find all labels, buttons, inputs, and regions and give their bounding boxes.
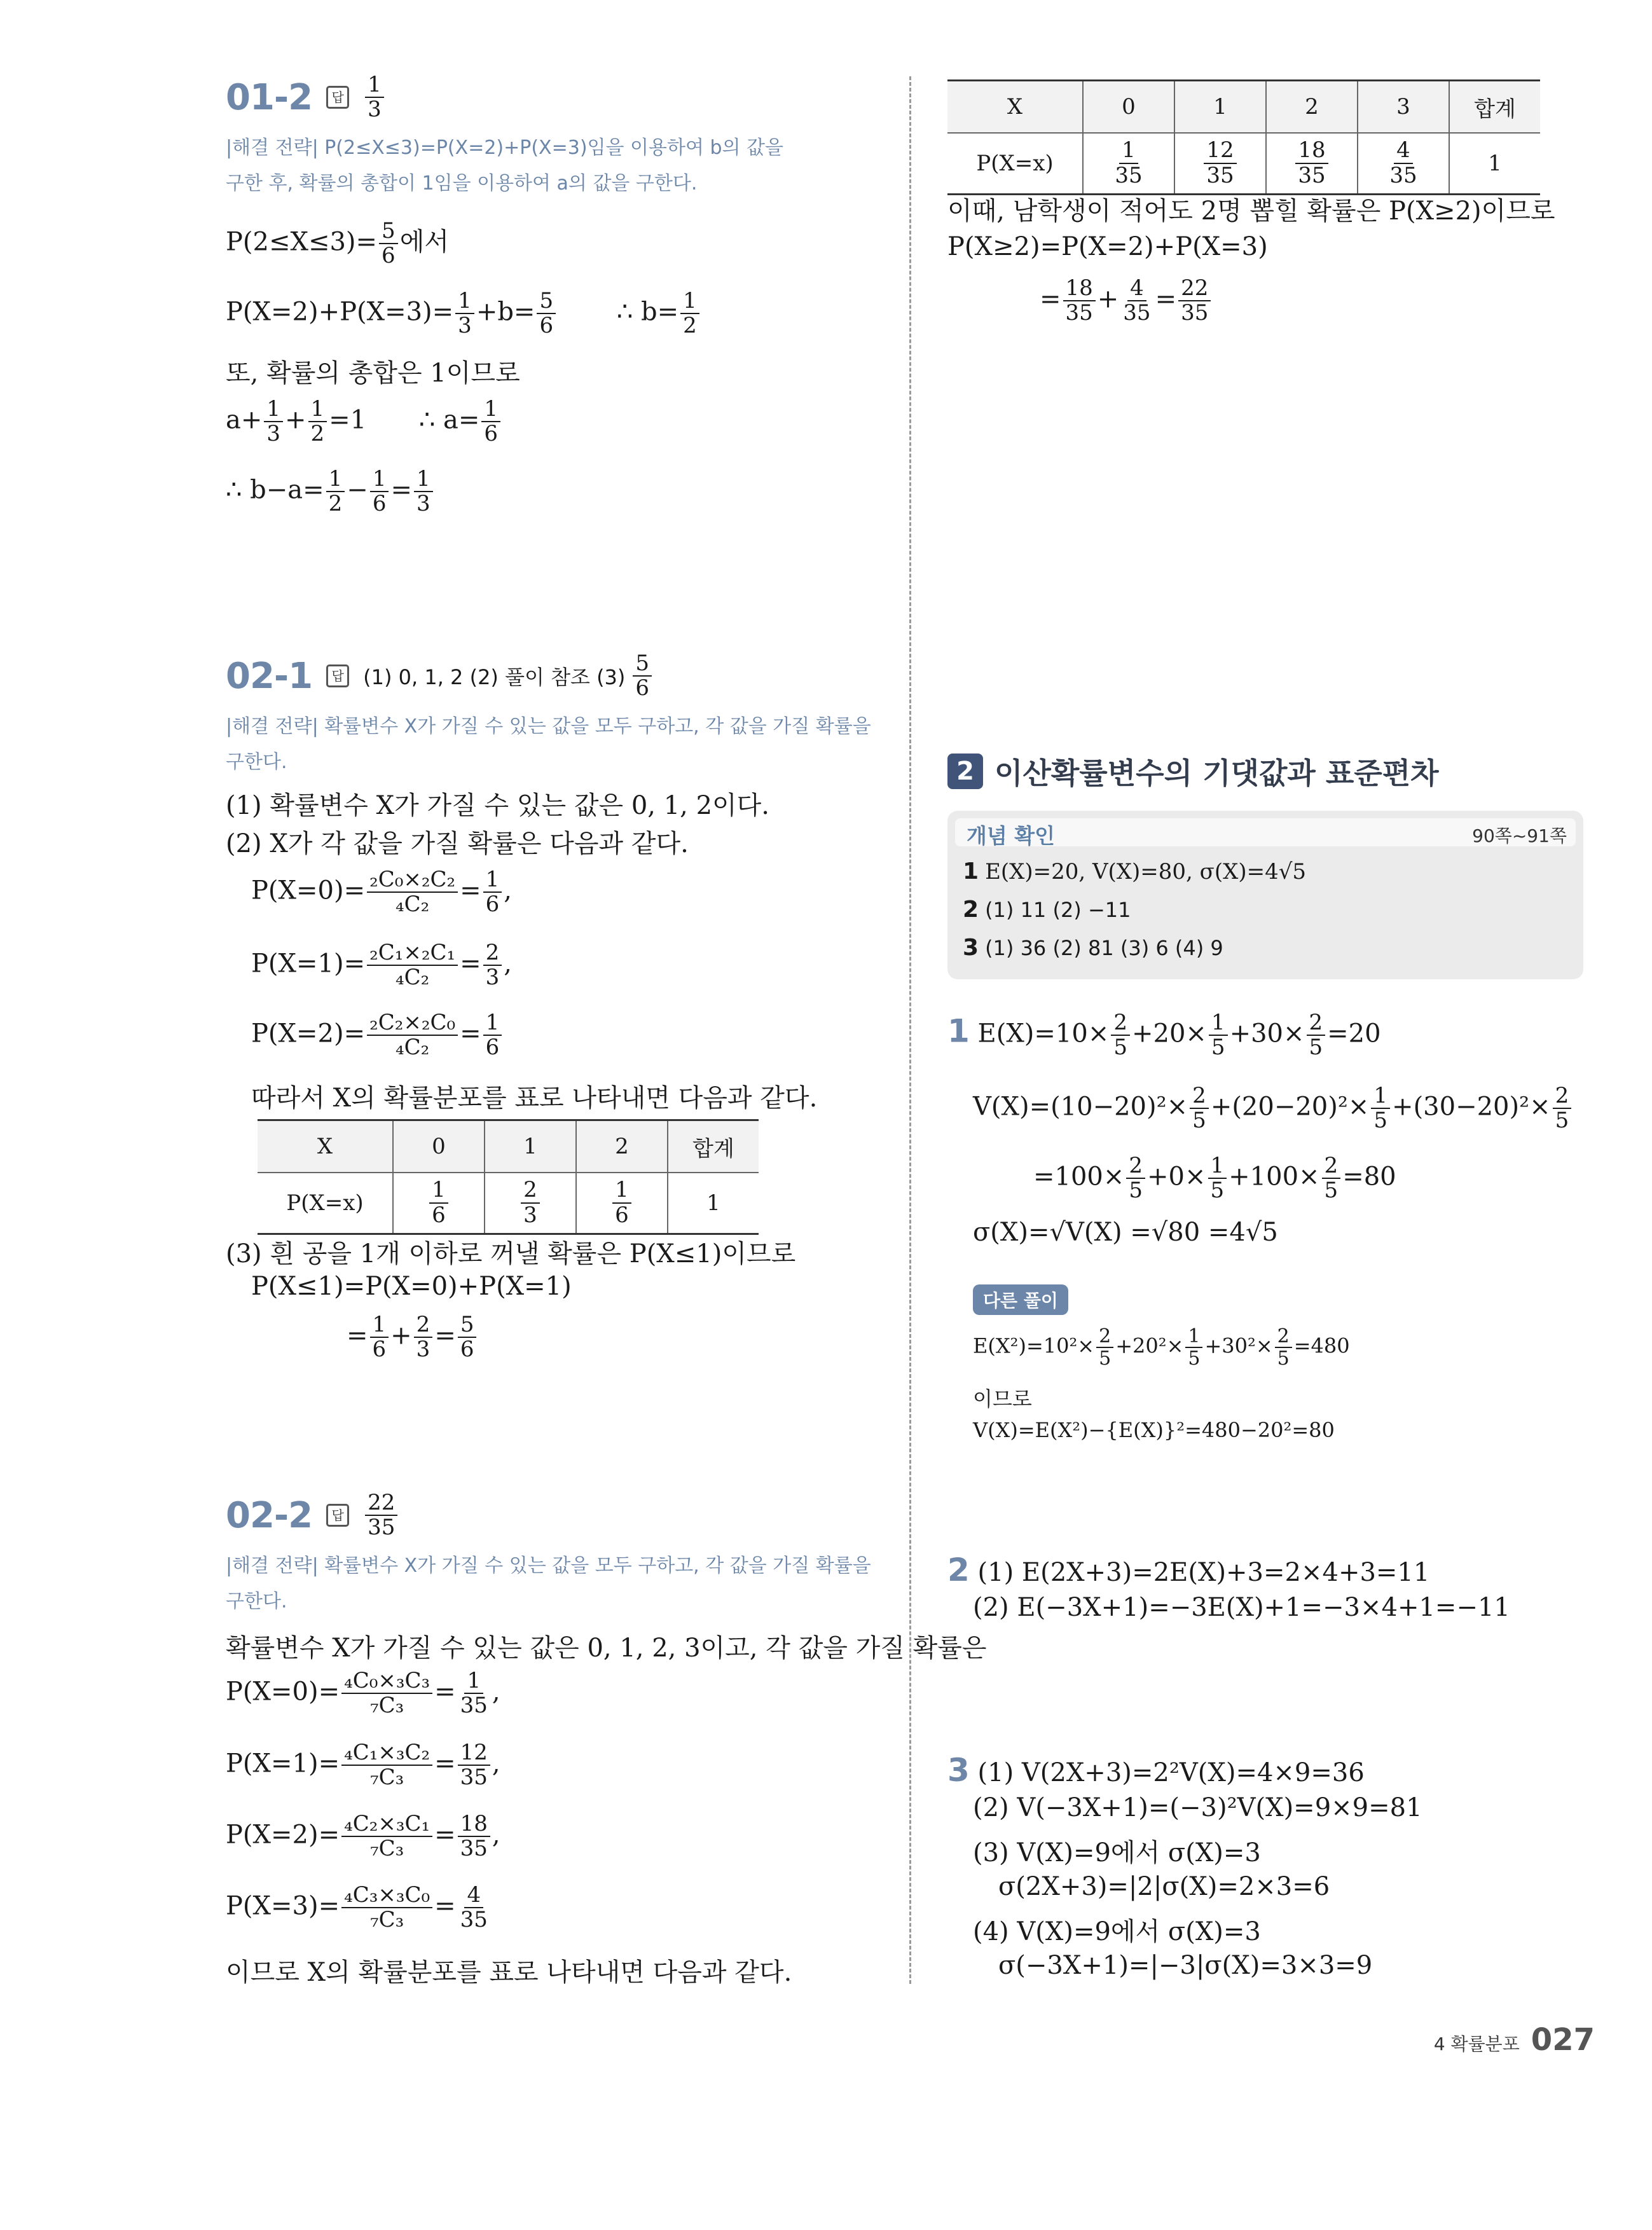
answer-icon: 답 xyxy=(326,664,349,687)
section-heading: 이산확률변수의 기댓값과 표준편차 xyxy=(995,756,1439,790)
concept-label: 개념 확인 xyxy=(967,823,1056,848)
text-line: (2) X가 각 값을 가질 확률은 다음과 같다. xyxy=(226,829,689,858)
concept-pages: 90쪽~91쪽 xyxy=(1472,825,1567,846)
table-header: 1 xyxy=(1174,81,1266,134)
problem-number: 02-2 xyxy=(226,1494,313,1536)
question-number: 1 xyxy=(947,1012,970,1050)
equation-line: σ(X)=√V(X) =√80 =4√5 xyxy=(973,1218,1278,1247)
table-header: 3 xyxy=(1358,81,1449,134)
page-number: 027 xyxy=(1531,2022,1595,2058)
table-header: 합계 xyxy=(1449,81,1540,134)
distribution-table xyxy=(258,1119,759,1235)
text-line: (3) V(X)=9에서 σ(X)=3 xyxy=(973,1838,1261,1868)
concept-row: 3 (1) 36 (2) 81 (3) 6 (4) 9 xyxy=(963,935,1223,961)
equation-line: E(X²)=10²× $\frac{2}{5}$ +20²× $\frac{1}{5}$ +30²× $\frac{2}{5}$ =480 xyxy=(973,1325,1350,1370)
equation-line: P(X=0)= $\frac{\text{₂C₀×₂C₂}}{\text{₄C₂}}$ = $\frac{1}{6}$ , xyxy=(251,867,513,918)
table-cell: 1 xyxy=(1449,133,1540,194)
text-line: (3) 흰 공을 1개 이하로 꺼낼 확률은 P(X≤1)이므로 xyxy=(226,1239,796,1269)
problem-02-1-header xyxy=(226,652,654,701)
text-line: 확률변수 X가 가질 수 있는 값은 0, 1, 2, 3이고, 각 값을 가질 확률은 xyxy=(226,1634,987,1663)
section-number: 2 xyxy=(947,754,983,789)
equation-line: P(X=1)= $\frac{\text{₄C₁×₃C₂}}{\text{₇C₃}}$ = $\frac{12}{35}$ , xyxy=(226,1740,500,1791)
table-header: 0 xyxy=(393,1120,485,1173)
answer-fraction: $\frac{5}{6}$ xyxy=(633,652,652,701)
text-line: 따라서 X의 확률분포를 표로 나타내면 다음과 같다. xyxy=(251,1084,818,1113)
answer-text: (1) 0, 1, 2 (2) 풀이 참조 (3) xyxy=(363,665,626,690)
section-title xyxy=(947,750,1439,792)
equation-line: P(X=2)= $\frac{\text{₄C₂×₃C₁}}{\text{₇C₃}}$ = $\frac{18}{35}$ , xyxy=(226,1811,500,1862)
concept-row: 2 (1) 11 (2) −11 xyxy=(963,897,1131,923)
answer-fraction: $\frac{22}{35}$ xyxy=(365,1491,397,1540)
text-line: 이때, 남학생이 적어도 2명 뽑힐 확률은 P(X≥2)이므로 xyxy=(947,196,1555,226)
text-line: P(X≤1)=P(X=0)+P(X=1) xyxy=(251,1272,572,1301)
table-cell: 1 xyxy=(668,1173,759,1234)
table-cell: $\frac{2}{3}$ xyxy=(485,1173,576,1234)
answer-icon: 답 xyxy=(326,86,349,109)
table-cell: P(X=x) xyxy=(947,133,1083,194)
alt-solution-tag: 다른 풀이 xyxy=(973,1284,1068,1315)
problem-02-2-header xyxy=(226,1491,399,1540)
chapter-label: 4 확률분포 xyxy=(1433,2034,1520,2054)
table-cell: $\frac{1}{6}$ xyxy=(393,1173,485,1234)
page-footer xyxy=(1434,2022,1595,2058)
text-line: σ(−3X+1)=|−3|σ(X)=3×3=9 xyxy=(998,1951,1373,1980)
equation-line: P(X=0)= $\frac{\text{₄C₀×₃C₃}}{\text{₇C₃}}$ = $\frac{1}{35}$ , xyxy=(226,1668,500,1719)
text-line: (1) 확률변수 X가 가질 수 있는 값은 0, 1, 2이다. xyxy=(226,791,770,820)
problem-number: 01-2 xyxy=(226,76,313,118)
table-cell: $\frac{18}{35}$ xyxy=(1266,133,1358,194)
solution-strategy: |해결 전략| 확률변수 X가 가질 수 있는 값을 모두 구하고, 각 값을 가질 확률을 구한다. xyxy=(226,715,871,773)
equation-line: P(X=2)+P(X=3)= $\frac{1}{3}$ +b= $\frac{5}{6}$ ∴ b= $\frac{1}{2}$ xyxy=(226,289,701,338)
text-line: 이므로 X의 확률분포를 표로 나타내면 다음과 같다. xyxy=(226,1958,792,1987)
question-number: 2 xyxy=(947,1552,970,1588)
text-line: V(X)=E(X²)−{E(X)}²=480−20²=80 xyxy=(973,1418,1335,1442)
equation-line: P(X=1)= $\frac{\text{₂C₁×₂C₁}}{\text{₄C₂}}$ = $\frac{2}{3}$ , xyxy=(251,940,513,991)
table-cell: $\frac{1}{6}$ xyxy=(576,1173,668,1234)
table-cell: P(X=x) xyxy=(258,1173,393,1234)
table-header: 1 xyxy=(485,1120,576,1173)
equation-line: P(X=3)= $\frac{\text{₄C₃×₃C₀}}{\text{₇C₃}}$ = $\frac{4}{35}$ xyxy=(226,1882,488,1933)
text-line: 또, 확률의 총합은 1이므로 xyxy=(226,359,520,388)
equation-line: P(X=2)= $\frac{\text{₂C₂×₂C₀}}{\text{₄C₂}}$ = $\frac{1}{6}$ xyxy=(251,1011,504,1060)
equation-line: P(2≤X≤3)= $\frac{5}{6}$ 에서 xyxy=(226,218,449,269)
problem-01-2-header xyxy=(226,73,386,122)
answer-fraction: $\frac{1}{3}$ xyxy=(365,73,384,122)
distribution-table xyxy=(947,79,1540,195)
solution-strategy: |해결 전략| 확률변수 X가 가질 수 있는 값을 모두 구하고, 각 값을 가질 확률을 구한다. xyxy=(226,1555,871,1613)
table-header: 0 xyxy=(1083,81,1174,134)
text-line: σ(2X+3)=|2|σ(X)=2×3=6 xyxy=(998,1872,1330,1901)
equation-line: = $\frac{18}{35}$ + $\frac{4}{35}$ = $\frac{22}{35}$ xyxy=(1040,277,1213,326)
question-number: 3 xyxy=(947,1752,970,1789)
text-line: 이므로 xyxy=(973,1387,1032,1411)
problem-number: 02-1 xyxy=(226,655,313,697)
answer-icon: 답 xyxy=(326,1504,349,1527)
text-line: (2) V(−3X+1)=(−3)²V(X)=9×9=81 xyxy=(973,1793,1422,1822)
equation-line: V(X)=(10−20)²× $\frac{2}{5}$ +(20−20)²× $\frac{1}{5}$ +(30−20)²× $\frac{2}{5}$ xyxy=(973,1084,1573,1133)
table-header: 합계 xyxy=(668,1120,759,1173)
column-divider xyxy=(909,76,911,1984)
table-header: 2 xyxy=(1266,81,1358,134)
concept-check-box xyxy=(947,811,1583,979)
table-cell: $\frac{4}{35}$ xyxy=(1358,133,1449,194)
equation-line: a+ $\frac{1}{3}$ + $\frac{1}{2}$ =1 ∴ a= $\frac{1}{6}$ xyxy=(226,397,502,446)
question-3: 3 (1) V(2X+3)=2²V(X)=4×9=36 xyxy=(947,1752,1365,1789)
question-1-line-1: 1 E(X)=10× $\frac{2}{5}$ +20× $\frac{1}{5}$ +30× $\frac{2}{5}$ =20 xyxy=(947,1010,1381,1061)
text-line: (4) V(X)=9에서 σ(X)=3 xyxy=(973,1917,1261,1946)
concept-row: 1 E(X)=20, V(X)=80, σ(X)=4√5 xyxy=(963,858,1306,884)
table-header: 2 xyxy=(576,1120,668,1173)
table-cell: $\frac{1}{35}$ xyxy=(1083,133,1174,194)
table-cell: $\frac{12}{35}$ xyxy=(1174,133,1266,194)
equation-line: ∴ b−a= $\frac{1}{2}$ − $\frac{1}{6}$ = $\frac{1}{3}$ xyxy=(226,467,435,516)
text-line: (2) E(−3X+1)=−3E(X)+1=−3×4+1=−11 xyxy=(973,1593,1510,1622)
equation-line: =100× $\frac{2}{5}$ +0× $\frac{1}{5}$ +100× $\frac{2}{5}$ =80 xyxy=(1033,1153,1396,1204)
question-2: 2 (1) E(2X+3)=2E(X)+3=2×4+3=11 xyxy=(947,1552,1430,1588)
equation-line: = $\frac{1}{6}$ + $\frac{2}{3}$ = $\frac{5}{6}$ xyxy=(347,1313,478,1362)
table-header: X xyxy=(947,81,1083,134)
solution-strategy: |해결 전략| P(2≤X≤3)=P(X=2)+P(X=3)임을 이용하여 b의 값을 구한 후, 확률의 총합이 1임을 이용하여 a의 값을 구한다. xyxy=(226,137,783,195)
table-header: X xyxy=(258,1120,393,1173)
text-line: P(X≥2)=P(X=2)+P(X=3) xyxy=(947,232,1268,261)
